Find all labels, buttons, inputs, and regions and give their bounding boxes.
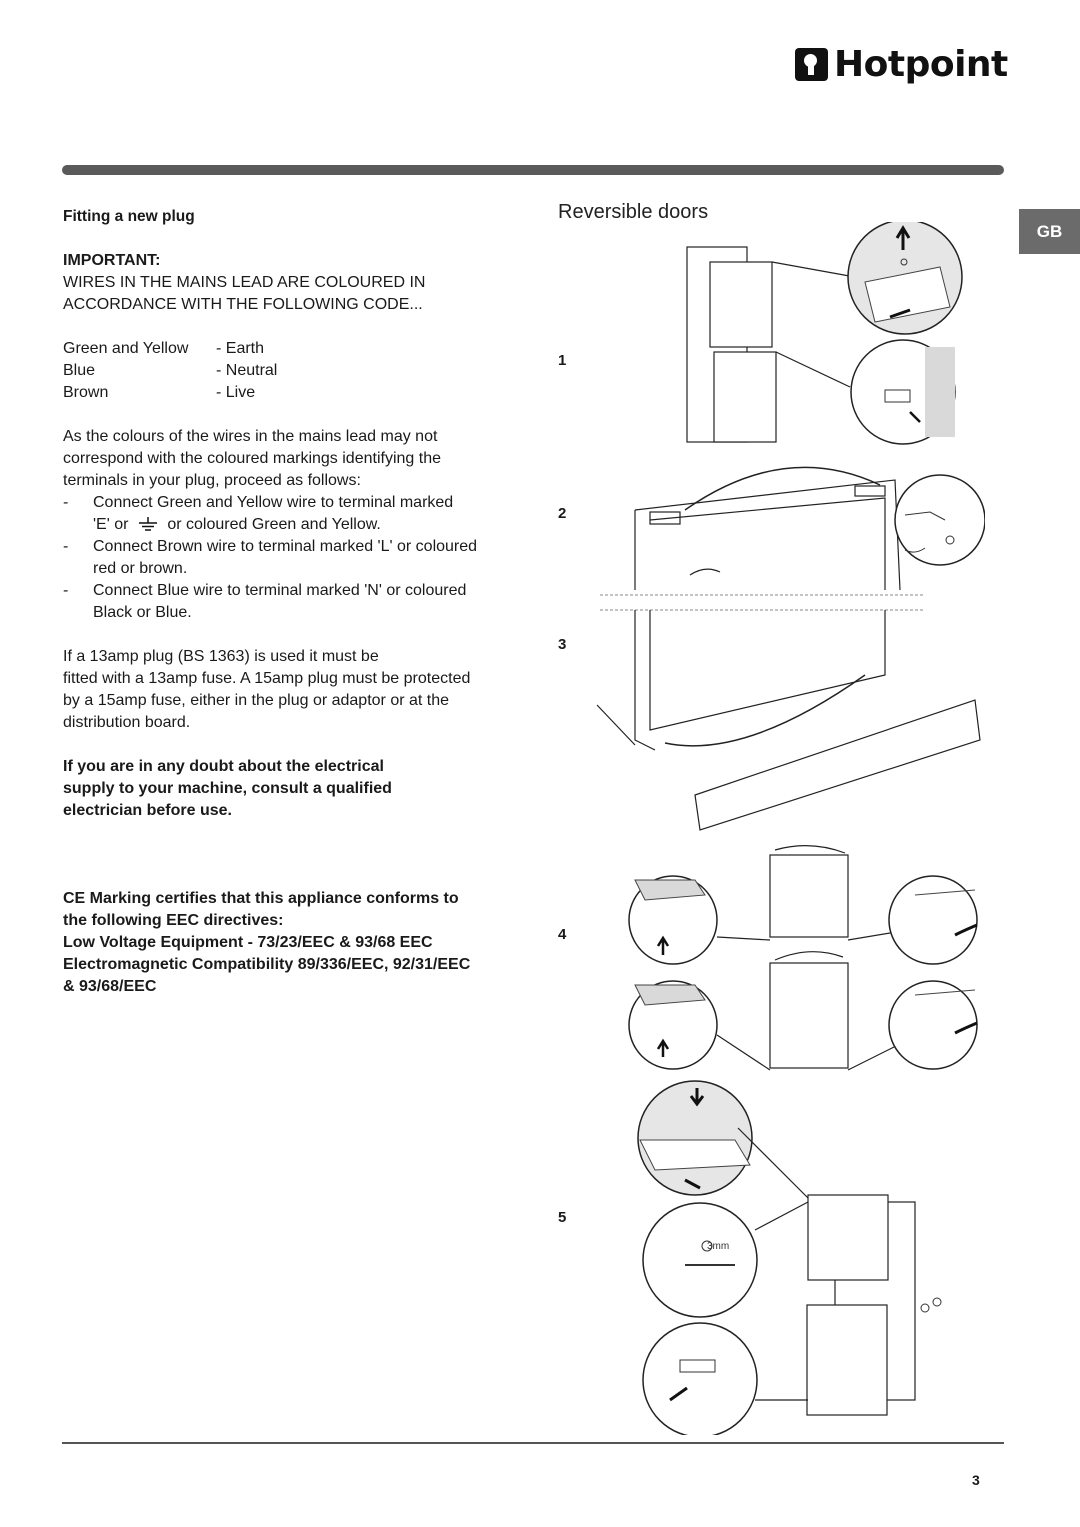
table-row (63, 382, 277, 404)
list-item (63, 536, 513, 580)
section-heading: Fitting a new plug (63, 208, 195, 225)
bullet-text: Black or Blue. (93, 604, 192, 621)
fuse-text: by a 15amp fuse, either in the plug or adaptor or at the (63, 692, 450, 709)
wire-colour: Green and Yellow (63, 340, 189, 357)
warning-text: supply to your machine, consult a qualified (63, 780, 392, 797)
step-number: 5 (558, 1209, 567, 1226)
brand-name: Hotpoint (834, 44, 1008, 85)
list-item (63, 492, 513, 536)
step-number: 4 (558, 926, 567, 943)
list-item (63, 580, 513, 624)
body-text: correspond with the coloured markings identifying the (63, 450, 441, 467)
bullet-dash: - (63, 582, 69, 599)
important-line: WIRES IN THE MAINS LEAD ARE COLOURED IN (63, 274, 426, 291)
section-title: Reversible doors (558, 201, 709, 223)
body-text: As the colours of the wires in the mains lead may not (63, 428, 438, 445)
ce-text: & 93/68/EEC (63, 978, 157, 995)
step1-illustration (680, 222, 970, 462)
ce-text: the following EEC directives: (63, 912, 284, 929)
important-title: IMPORTANT: (63, 252, 161, 269)
hotpoint-logo-icon (795, 48, 828, 81)
earth-symbol-icon (137, 517, 159, 531)
wire-role: - Live (216, 384, 256, 401)
fuse-text: If a 13amp plug (BS 1363) is used it must be (63, 648, 379, 665)
page-number: 3 (972, 1472, 980, 1488)
plug-instructions (63, 206, 513, 998)
important-line: ACCORDANCE WITH THE FOLLOWING CODE... (63, 296, 423, 313)
bullet-text: 'E' or (93, 516, 129, 533)
bullet-text: Connect Brown wire to terminal marked 'L' or coloured (93, 538, 478, 555)
warning-text: If you are in any doubt about the electrical (63, 758, 384, 775)
table-row (63, 338, 277, 360)
bullet-dash: - (63, 494, 69, 511)
brand-logo (795, 44, 1008, 85)
language-tab: GB (1019, 209, 1080, 254)
ce-text: Electromagnetic Compatibility 89/336/EEC, 92/31/EEC (63, 956, 471, 973)
fuse-text: distribution board. (63, 714, 191, 731)
step-number: 3 (558, 636, 567, 653)
step5-illustration (625, 1080, 950, 1435)
ce-text: Low Voltage Equipment - 73/23/EEC & 93/68 EEC (63, 934, 433, 951)
measure-label: 3mm (707, 1241, 730, 1252)
body-text: terminals in your plug, proceed as follows: (63, 472, 361, 489)
table-row (63, 360, 277, 382)
wire-role: - Neutral (216, 362, 278, 379)
bullet-text: Connect Blue wire to terminal marked 'N' or coloured (93, 582, 467, 599)
bullet-dash: - (63, 538, 69, 555)
step-number: 1 (558, 352, 567, 369)
warning-text: electrician before use. (63, 802, 232, 819)
footer-divider (62, 1442, 1004, 1444)
bullet-text: or coloured Green and Yellow. (167, 516, 381, 533)
step2-3-illustration (595, 460, 985, 835)
header-divider (62, 165, 1004, 175)
bullet-text: red or brown. (93, 560, 188, 577)
fuse-text: fitted with a 13amp fuse. A 15amp plug must be protected (63, 670, 471, 687)
wire-colour: Blue (63, 362, 96, 379)
step-number: 2 (558, 505, 567, 522)
bullet-text-line (93, 514, 513, 536)
bullet-text: Connect Green and Yellow wire to terminal marked (93, 494, 454, 511)
ce-text: CE Marking certifies that this appliance conforms to (63, 890, 459, 907)
wire-role: - Earth (216, 340, 265, 357)
step4-illustration (625, 845, 1020, 1080)
wire-colour: Brown (63, 384, 109, 401)
wire-colour-table (63, 338, 277, 404)
